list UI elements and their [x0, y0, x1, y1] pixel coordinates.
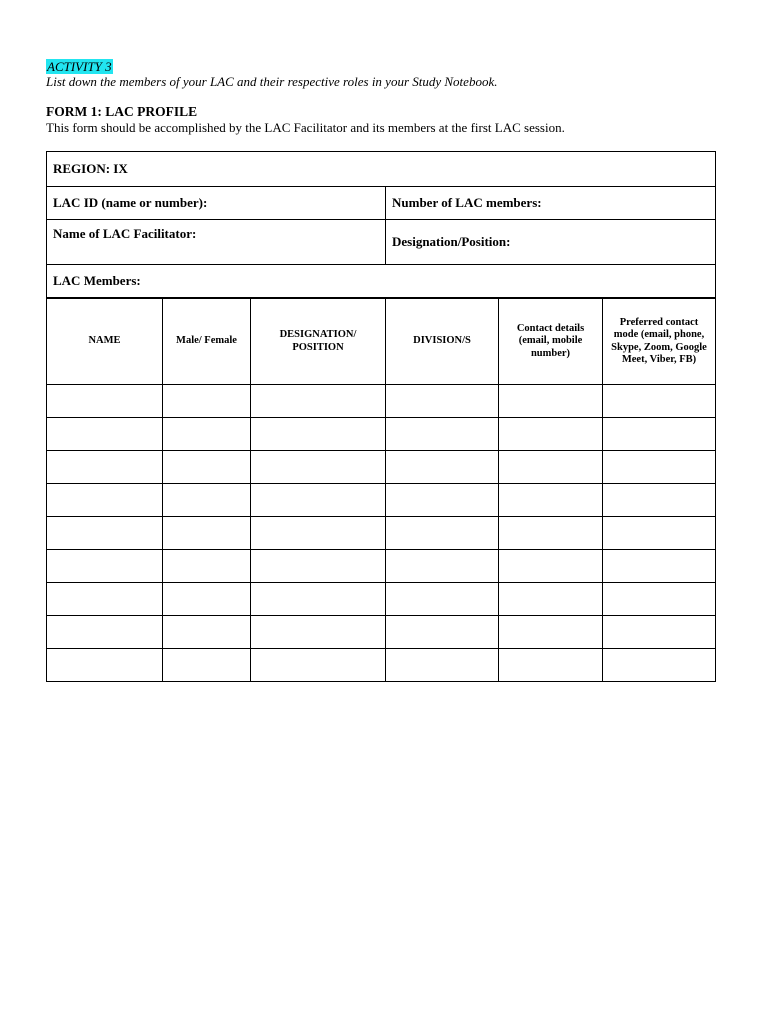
name-cell[interactable] — [47, 484, 163, 517]
form-description: This form should be accomplished by the LAC Facilitator and its members at the first LAC session. — [46, 120, 565, 135]
contact-cell[interactable] — [499, 418, 603, 451]
preferred-contact-cell[interactable] — [603, 451, 716, 484]
sex-cell[interactable] — [163, 583, 251, 616]
table-row — [47, 649, 716, 682]
sex-cell[interactable] — [163, 451, 251, 484]
preferred-contact-cell[interactable] — [603, 550, 716, 583]
division-cell[interactable] — [386, 517, 499, 550]
name-cell[interactable] — [47, 451, 163, 484]
lac-profile-form — [46, 151, 714, 682]
header-contact-details: Contact details (email, mobile number) — [499, 299, 603, 385]
header-designation: DESIGNATION/ POSITION — [251, 299, 386, 385]
facilitator-label: Name of LAC Facilitator: — [53, 226, 197, 241]
designation-cell[interactable] — [251, 484, 386, 517]
contact-cell[interactable] — [499, 517, 603, 550]
division-cell[interactable] — [386, 583, 499, 616]
name-cell[interactable] — [47, 517, 163, 550]
division-cell[interactable] — [386, 550, 499, 583]
table-row — [47, 451, 716, 484]
table-row — [47, 616, 716, 649]
header-preferred-contact: Preferred contact mode (email, phone, Skype, Zoom, Google Meet, Viber, FB) — [603, 299, 716, 385]
members-label: LAC Members: — [53, 273, 141, 288]
contact-cell[interactable] — [499, 583, 603, 616]
profile-table — [46, 151, 716, 298]
header-sex: Male/ Female — [163, 299, 251, 385]
lac-id-field[interactable] — [47, 187, 386, 220]
contact-cell[interactable] — [499, 649, 603, 682]
preferred-contact-cell[interactable] — [603, 649, 716, 682]
designation-cell[interactable] — [251, 583, 386, 616]
designation-label: Designation/Position: — [392, 234, 511, 249]
header-division: DIVISION/S — [386, 299, 499, 385]
name-cell[interactable] — [47, 385, 163, 418]
lac-id-label: LAC ID (name or number): — [53, 195, 208, 210]
preferred-contact-cell[interactable] — [603, 616, 716, 649]
form-title: FORM 1: LAC PROFILE — [46, 104, 198, 119]
table-row — [47, 583, 716, 616]
designation-cell[interactable] — [251, 616, 386, 649]
activity-instruction: List down the members of your LAC and their respective roles in your Study Notebook. — [46, 74, 498, 89]
members-table — [46, 298, 716, 682]
contact-cell[interactable] — [499, 616, 603, 649]
preferred-contact-cell[interactable] — [603, 484, 716, 517]
preferred-contact-cell[interactable] — [603, 385, 716, 418]
members-header-row — [47, 299, 716, 385]
sex-cell[interactable] — [163, 550, 251, 583]
name-cell[interactable] — [47, 550, 163, 583]
designation-cell[interactable] — [251, 451, 386, 484]
sex-cell[interactable] — [163, 517, 251, 550]
division-cell[interactable] — [386, 451, 499, 484]
sex-cell[interactable] — [163, 484, 251, 517]
sex-cell[interactable] — [163, 616, 251, 649]
name-cell[interactable] — [47, 418, 163, 451]
region-label: REGION: IX — [53, 161, 128, 176]
members-count-label: Number of LAC members: — [392, 195, 542, 210]
members-count-field[interactable] — [386, 187, 716, 220]
division-cell[interactable] — [386, 418, 499, 451]
name-cell[interactable] — [47, 616, 163, 649]
activity-label: ACTIVITY 3 — [47, 59, 112, 74]
preferred-contact-cell[interactable] — [603, 583, 716, 616]
facilitator-field[interactable] — [47, 220, 386, 265]
contact-cell[interactable] — [499, 385, 603, 418]
region-field[interactable] — [47, 152, 716, 187]
division-cell[interactable] — [386, 616, 499, 649]
preferred-contact-cell[interactable] — [603, 418, 716, 451]
header-name: NAME — [47, 299, 163, 385]
table-row — [47, 517, 716, 550]
contact-cell[interactable] — [499, 484, 603, 517]
sex-cell[interactable] — [163, 418, 251, 451]
preferred-contact-cell[interactable] — [603, 517, 716, 550]
designation-cell[interactable] — [251, 550, 386, 583]
members-heading-row — [47, 265, 716, 298]
sex-cell[interactable] — [163, 649, 251, 682]
sex-cell[interactable] — [163, 385, 251, 418]
division-cell[interactable] — [386, 484, 499, 517]
designation-cell[interactable] — [251, 385, 386, 418]
designation-cell[interactable] — [251, 649, 386, 682]
division-cell[interactable] — [386, 649, 499, 682]
designation-field[interactable] — [386, 220, 716, 265]
contact-cell[interactable] — [499, 550, 603, 583]
division-cell[interactable] — [386, 385, 499, 418]
table-row — [47, 550, 716, 583]
name-cell[interactable] — [47, 583, 163, 616]
designation-cell[interactable] — [251, 517, 386, 550]
name-cell[interactable] — [47, 649, 163, 682]
activity-heading — [46, 59, 113, 74]
table-row — [47, 484, 716, 517]
designation-cell[interactable] — [251, 418, 386, 451]
members-body — [47, 385, 716, 682]
table-row — [47, 385, 716, 418]
table-row — [47, 418, 716, 451]
contact-cell[interactable] — [499, 451, 603, 484]
